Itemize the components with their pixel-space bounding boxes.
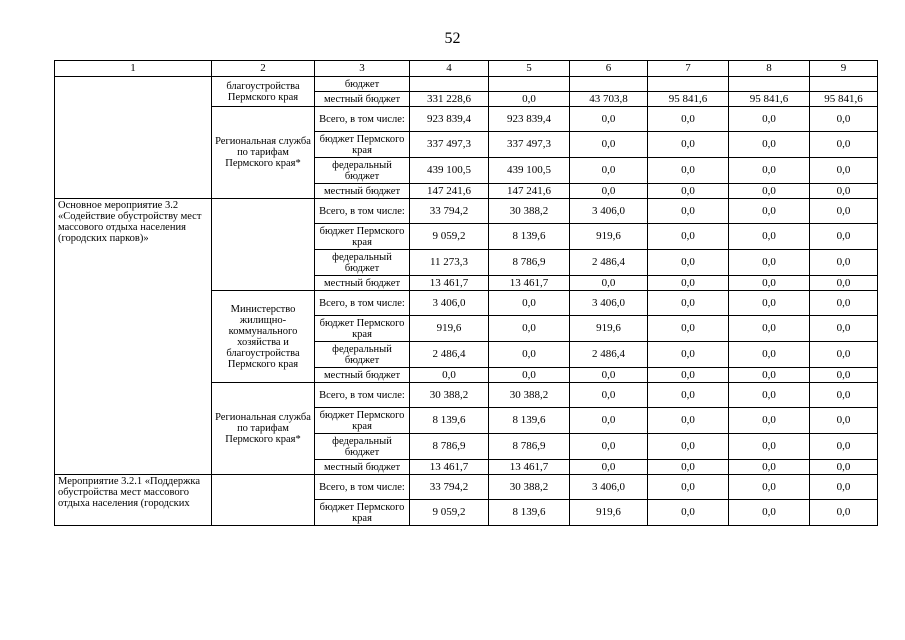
value-cell: 337 497,3 [410, 132, 489, 158]
value-cell: 0,0 [570, 132, 648, 158]
column-header: 4 [410, 61, 489, 77]
funding-source-cell: бюджет Пермского края [315, 132, 410, 158]
value-cell: 0,0 [729, 434, 810, 460]
value-cell: 0,0 [810, 107, 878, 132]
value-cell: 0,0 [729, 158, 810, 184]
value-cell: 0,0 [810, 184, 878, 199]
value-cell: 0,0 [810, 158, 878, 184]
value-cell: 0,0 [810, 291, 878, 316]
column-header: 8 [729, 61, 810, 77]
value-cell: 0,0 [729, 408, 810, 434]
column-header: 7 [648, 61, 729, 77]
column-header: 1 [55, 61, 212, 77]
header-row [55, 61, 878, 77]
value-cell: 0,0 [570, 434, 648, 460]
page-number: 52 [444, 30, 461, 47]
value-cell: 0,0 [648, 342, 729, 368]
value-cell: 8 786,9 [489, 434, 570, 460]
value-cell: 0,0 [729, 224, 810, 250]
value-cell: 0,0 [648, 408, 729, 434]
value-cell: 9 059,2 [410, 224, 489, 250]
value-cell [570, 77, 648, 92]
value-cell: 919,6 [410, 316, 489, 342]
funding-source-cell: федеральный бюджет [315, 434, 410, 460]
value-cell: 30 388,2 [410, 383, 489, 408]
column-header: 3 [315, 61, 410, 77]
value-cell: 2 486,4 [410, 342, 489, 368]
value-cell: 8 139,6 [489, 408, 570, 434]
executor-cell [212, 199, 315, 291]
value-cell: 13 461,7 [489, 460, 570, 475]
value-cell: 0,0 [570, 184, 648, 199]
value-cell: 8 786,9 [410, 434, 489, 460]
value-cell: 0,0 [810, 460, 878, 475]
value-cell: 0,0 [810, 132, 878, 158]
value-cell: 147 241,6 [410, 184, 489, 199]
value-cell: 0,0 [729, 342, 810, 368]
value-cell: 3 406,0 [570, 199, 648, 224]
value-cell: 0,0 [570, 368, 648, 383]
value-cell: 0,0 [648, 291, 729, 316]
measure-cell [55, 77, 212, 199]
funding-source-cell: Всего, в том числе: [315, 291, 410, 316]
value-cell: 147 241,6 [489, 184, 570, 199]
value-cell: 0,0 [729, 475, 810, 500]
funding-source-cell: Всего, в том числе: [315, 383, 410, 408]
value-cell: 0,0 [410, 368, 489, 383]
executor-cell: Министерство жилищно-коммунального хозяйства и благоустройства Пермского края [212, 291, 315, 383]
value-cell: 3 406,0 [570, 291, 648, 316]
table-row [55, 199, 878, 224]
value-cell: 0,0 [810, 408, 878, 434]
value-cell: 0,0 [729, 276, 810, 291]
column-header: 2 [212, 61, 315, 77]
value-cell: 0,0 [810, 475, 878, 500]
value-cell [729, 77, 810, 92]
column-header: 9 [810, 61, 878, 77]
funding-source-cell: бюджет Пермского края [315, 500, 410, 526]
value-cell: 0,0 [489, 316, 570, 342]
value-cell: 3 406,0 [410, 291, 489, 316]
value-cell: 0,0 [810, 276, 878, 291]
funding-source-cell: Всего, в том числе: [315, 199, 410, 224]
measure-cell: Мероприятие 3.2.1 «Поддержка обустройства мест массового отдыха населения (городских [55, 475, 212, 526]
value-cell: 0,0 [570, 158, 648, 184]
table-body [55, 77, 878, 526]
value-cell: 0,0 [729, 107, 810, 132]
value-cell: 0,0 [648, 475, 729, 500]
funding-source-cell: местный бюджет [315, 368, 410, 383]
value-cell: 0,0 [570, 383, 648, 408]
value-cell: 0,0 [729, 132, 810, 158]
value-cell: 43 703,8 [570, 92, 648, 107]
value-cell: 0,0 [648, 158, 729, 184]
funding-source-cell: бюджет Пермского края [315, 408, 410, 434]
value-cell: 0,0 [648, 316, 729, 342]
executor-cell: Региональная служба по тарифам Пермского края* [212, 383, 315, 475]
value-cell: 9 059,2 [410, 500, 489, 526]
column-header: 6 [570, 61, 648, 77]
value-cell: 919,6 [570, 500, 648, 526]
funding-source-cell: местный бюджет [315, 276, 410, 291]
value-cell [648, 77, 729, 92]
budget-table [54, 60, 878, 526]
executor-cell [212, 475, 315, 526]
value-cell: 439 100,5 [410, 158, 489, 184]
value-cell: 0,0 [648, 107, 729, 132]
value-cell: 0,0 [489, 368, 570, 383]
value-cell: 0,0 [729, 316, 810, 342]
value-cell: 0,0 [810, 224, 878, 250]
funding-source-cell: местный бюджет [315, 92, 410, 107]
value-cell: 0,0 [729, 291, 810, 316]
value-cell: 8 139,6 [489, 500, 570, 526]
value-cell: 0,0 [810, 342, 878, 368]
column-header: 5 [489, 61, 570, 77]
value-cell: 0,0 [729, 368, 810, 383]
value-cell: 331 228,6 [410, 92, 489, 107]
funding-source-cell: федеральный бюджет [315, 342, 410, 368]
value-cell: 8 139,6 [489, 224, 570, 250]
value-cell: 0,0 [648, 184, 729, 199]
value-cell: 0,0 [729, 500, 810, 526]
value-cell: 0,0 [810, 368, 878, 383]
value-cell: 8 786,9 [489, 250, 570, 276]
value-cell: 0,0 [648, 368, 729, 383]
funding-source-cell: местный бюджет [315, 184, 410, 199]
value-cell: 95 841,6 [648, 92, 729, 107]
measure-cell: Основное мероприятие 3.2 «Содействие обустройству мест массового отдыха населения (городских парков)» [55, 199, 212, 475]
value-cell: 0,0 [648, 250, 729, 276]
table-row [55, 475, 878, 500]
value-cell [489, 77, 570, 92]
value-cell: 13 461,7 [410, 276, 489, 291]
value-cell: 919,6 [570, 224, 648, 250]
value-cell: 30 388,2 [489, 383, 570, 408]
value-cell: 0,0 [729, 383, 810, 408]
funding-source-cell: бюджет Пермского края [315, 224, 410, 250]
value-cell: 0,0 [489, 92, 570, 107]
executor-cell: Региональная служба по тарифам Пермского края* [212, 107, 315, 199]
value-cell: 0,0 [810, 434, 878, 460]
value-cell: 0,0 [648, 276, 729, 291]
value-cell: 0,0 [729, 250, 810, 276]
value-cell: 2 486,4 [570, 342, 648, 368]
funding-source-cell: федеральный бюджет [315, 158, 410, 184]
value-cell: 0,0 [570, 460, 648, 475]
funding-source-cell: федеральный бюджет [315, 250, 410, 276]
value-cell: 95 841,6 [729, 92, 810, 107]
value-cell: 33 794,2 [410, 199, 489, 224]
value-cell: 0,0 [810, 316, 878, 342]
value-cell: 0,0 [729, 460, 810, 475]
executor-cell: благоустройства Пермского края [212, 77, 315, 107]
value-cell: 337 497,3 [489, 132, 570, 158]
funding-source-cell: Всего, в том числе: [315, 107, 410, 132]
funding-source-cell: местный бюджет [315, 460, 410, 475]
value-cell: 0,0 [648, 132, 729, 158]
value-cell: 8 139,6 [410, 408, 489, 434]
value-cell: 0,0 [570, 408, 648, 434]
value-cell [410, 77, 489, 92]
value-cell: 3 406,0 [570, 475, 648, 500]
value-cell: 0,0 [648, 199, 729, 224]
budget-table-container [54, 60, 878, 526]
funding-source-cell: бюджет [315, 77, 410, 92]
value-cell: 0,0 [729, 199, 810, 224]
value-cell: 0,0 [810, 199, 878, 224]
value-cell: 923 839,4 [410, 107, 489, 132]
value-cell: 2 486,4 [570, 250, 648, 276]
value-cell: 0,0 [648, 460, 729, 475]
value-cell: 0,0 [648, 383, 729, 408]
value-cell: 0,0 [489, 342, 570, 368]
value-cell: 33 794,2 [410, 475, 489, 500]
value-cell: 0,0 [489, 291, 570, 316]
value-cell: 0,0 [648, 500, 729, 526]
value-cell: 95 841,6 [810, 92, 878, 107]
value-cell: 0,0 [810, 383, 878, 408]
value-cell: 30 388,2 [489, 199, 570, 224]
value-cell: 0,0 [810, 250, 878, 276]
value-cell: 439 100,5 [489, 158, 570, 184]
value-cell: 11 273,3 [410, 250, 489, 276]
value-cell: 13 461,7 [489, 276, 570, 291]
funding-source-cell: Всего, в том числе: [315, 475, 410, 500]
value-cell: 0,0 [648, 434, 729, 460]
value-cell: 0,0 [648, 224, 729, 250]
value-cell [810, 77, 878, 92]
value-cell: 13 461,7 [410, 460, 489, 475]
value-cell: 0,0 [810, 500, 878, 526]
value-cell: 919,6 [570, 316, 648, 342]
value-cell: 0,0 [570, 107, 648, 132]
value-cell: 923 839,4 [489, 107, 570, 132]
value-cell: 0,0 [570, 276, 648, 291]
value-cell: 0,0 [729, 184, 810, 199]
value-cell: 30 388,2 [489, 475, 570, 500]
table-row [55, 77, 878, 92]
funding-source-cell: бюджет Пермского края [315, 316, 410, 342]
